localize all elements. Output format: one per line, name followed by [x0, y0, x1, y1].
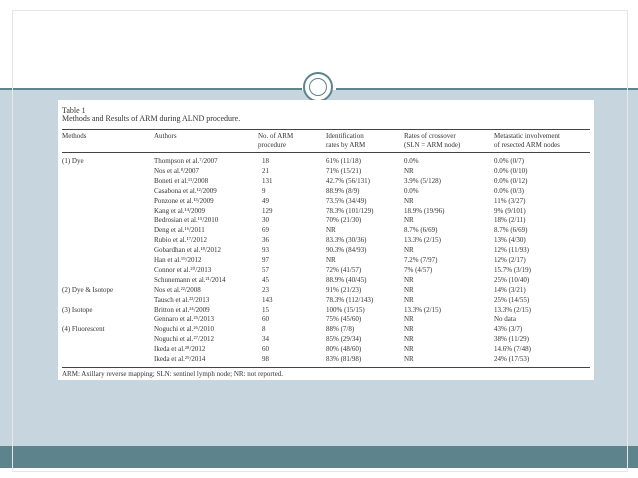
cell-crossover: 0.0%	[404, 157, 419, 165]
cell-identification: 88.9% (40/45)	[326, 275, 367, 284]
cell-identification: 61% (11/18)	[326, 157, 361, 165]
header-crossover-line2: (SLN = ARM node)	[404, 141, 461, 149]
cell-author: Thompson et al.⁷/2007	[154, 157, 218, 165]
cell-crossover: NR	[404, 216, 414, 225]
cell-author: Britton et al.²⁴/2009	[154, 305, 210, 314]
header-procedures-line1: No. of ARM	[258, 132, 294, 140]
cell-author: Schunemann et al.²¹/2014	[154, 275, 226, 284]
cell-procedures: 60	[262, 315, 269, 324]
cell-method: (4) Fluorescent	[62, 325, 105, 334]
cell-crossover: NR	[404, 355, 414, 363]
header-authors: Authors	[154, 132, 177, 140]
table-header-rule	[62, 152, 590, 153]
cell-identification: 72% (41/57)	[326, 265, 362, 274]
cell-metastatic: 13% (4/30)	[494, 236, 526, 245]
cell-procedures: 18	[262, 157, 269, 165]
cell-procedures: 8	[262, 325, 266, 334]
cell-crossover: NR	[404, 295, 414, 304]
header-procedures-line2: procedure	[258, 141, 286, 149]
cell-procedures: 57	[262, 265, 269, 274]
cell-crossover: NR	[404, 335, 414, 344]
cell-identification: 71% (15/21)	[326, 166, 362, 175]
circle-ornament-icon	[303, 72, 333, 102]
cell-procedures: 23	[262, 285, 269, 294]
cell-procedures: 98	[262, 355, 269, 363]
cell-author: Ponzone et al.¹³/2009	[154, 196, 214, 205]
header-metastatic-line2: of resected ARM nodes	[494, 141, 560, 149]
cell-procedures: 49	[262, 196, 269, 205]
cell-author: Deng et al.¹⁶/2011	[154, 226, 205, 235]
cell-metastatic: 14.6% (7/48)	[494, 345, 531, 354]
cell-procedures: 45	[262, 275, 269, 284]
cell-metastatic: 25% (10/40)	[494, 275, 530, 284]
header-metastatic	[494, 132, 560, 150]
cell-metastatic: 9% (9/101)	[494, 206, 526, 215]
cell-procedures: 129	[262, 206, 273, 215]
cell-identification: 78.3% (101/129)	[326, 206, 374, 215]
table-panel	[58, 100, 594, 380]
header-crossover	[404, 132, 460, 150]
cell-metastatic: No data	[494, 315, 516, 324]
cell-metastatic: 0.0% (0/7)	[494, 157, 524, 165]
cell-metastatic: 0.0% (0/10)	[494, 166, 528, 175]
cell-author: Kang et al.¹⁴/2009	[154, 206, 205, 215]
cell-metastatic: 0.0% (0/3)	[494, 186, 524, 195]
cell-crossover: 8.7% (6/69)	[404, 226, 438, 235]
cell-crossover: 13.3% (2/15)	[404, 305, 441, 314]
cell-identification: 42.7% (56/131)	[326, 176, 370, 185]
header-procedures	[258, 132, 293, 150]
cell-method: (3) Isotope	[62, 305, 93, 314]
cell-procedures: 60	[262, 345, 269, 354]
cell-procedures: 93	[262, 246, 269, 255]
cell-identification: 78.3% (112/143)	[326, 295, 374, 304]
cell-crossover: 13.3% (2/15)	[404, 236, 441, 245]
cell-author: Ikeda et al.²⁸/2012	[154, 345, 206, 354]
cell-crossover: 3.9% (5/128)	[404, 176, 441, 185]
cell-crossover: NR	[404, 325, 414, 334]
cell-crossover: NR	[404, 315, 414, 324]
cell-identification: 75% (45/60)	[326, 315, 362, 324]
cell-author: Noguchi et al.²⁶/2010	[154, 325, 214, 334]
divider-line-left	[0, 88, 302, 90]
cell-crossover: NR	[404, 166, 414, 175]
header-identification-line2: rates by ARM	[326, 141, 366, 149]
cell-method: (2) Dye & Isotope	[62, 285, 114, 294]
cell-crossover: NR	[404, 345, 414, 354]
cell-author: Nos et al.⁸/2007	[154, 166, 200, 175]
cell-procedures: 97	[262, 256, 269, 264]
cell-procedures: 131	[262, 176, 273, 185]
cell-crossover: 7% (4/57)	[404, 265, 433, 274]
cell-identification: 83% (81/98)	[326, 355, 362, 363]
table-top-rule	[62, 129, 590, 130]
header-identification	[326, 132, 365, 150]
cell-identification: 70% (21/30)	[326, 216, 362, 225]
cell-procedures: 9	[262, 186, 266, 195]
cell-metastatic: 13.3% (2/15)	[494, 305, 531, 314]
cell-procedures: 143	[262, 295, 273, 304]
cell-author: Han et al.¹⁹/2012	[154, 256, 202, 264]
cell-identification: NR	[326, 226, 336, 235]
table-bottom-rule	[62, 367, 590, 368]
cell-crossover: 18.9% (19/96)	[404, 206, 445, 215]
cell-metastatic: 12% (11/93)	[494, 246, 529, 255]
cell-metastatic: 14% (3/21)	[494, 285, 526, 294]
cell-author: Bedrosian et al.¹⁵/2010	[154, 216, 219, 225]
header-methods: Methods	[62, 132, 87, 140]
cell-identification: 91% (21/23)	[326, 285, 362, 294]
cell-identification: 85% (29/34)	[326, 335, 362, 344]
cell-metastatic: 0.0% (0/12)	[494, 176, 528, 185]
cell-author: Gennaro et al.²⁵/2013	[154, 315, 214, 324]
cell-metastatic: 15.7% (3/19)	[494, 265, 531, 274]
cell-procedures: 15	[262, 305, 269, 314]
cell-author: Connor et al.²⁰/2013	[154, 265, 212, 274]
cell-metastatic: 11% (3/27)	[494, 196, 526, 205]
cell-author: Nos et al.²²/2008	[154, 285, 201, 294]
cell-procedures: 34	[262, 335, 269, 344]
cell-author: Ikeda et al.²⁹/2014	[154, 355, 206, 363]
cell-metastatic: 25% (14/55)	[494, 295, 530, 304]
cell-identification: 88.9% (8/9)	[326, 186, 360, 195]
cell-procedures: 69	[262, 226, 269, 235]
cell-author: Casabona et al.¹²/2009	[154, 186, 217, 195]
cell-crossover: 7.2% (7/97)	[404, 256, 438, 264]
table-label: Table 1	[62, 106, 86, 115]
cell-crossover: NR	[404, 246, 414, 255]
circle-ornament-inner	[309, 78, 327, 96]
cell-method: (1) Dye	[62, 157, 84, 165]
slide-bottom-bar	[0, 446, 638, 468]
cell-author: Rubio et al.¹⁷/2012	[154, 236, 207, 245]
table-footnote: ARM: Axillary reverse mapping; SLN: sentinel lymph node; NR: not reported.	[62, 370, 284, 378]
cell-metastatic: 38% (11/29)	[494, 335, 529, 344]
cell-identification: 73.5% (34/49)	[326, 196, 367, 205]
cell-identification: 90.3% (84/93)	[326, 246, 367, 255]
header-metastatic-line1: Metastatic involvement	[494, 132, 560, 140]
cell-metastatic: 24% (17/53)	[494, 355, 530, 363]
cell-author: Tausch et al.²³/2013	[154, 295, 210, 304]
cell-author: Gobardhan et al.¹⁸/2012	[154, 246, 221, 255]
cell-procedures: 36	[262, 236, 269, 245]
cell-metastatic: 12% (2/17)	[494, 256, 526, 264]
cell-author: Noguchi et al.²⁷/2012	[154, 335, 214, 344]
cell-procedures: 30	[262, 216, 269, 225]
cell-crossover: NR	[404, 275, 414, 284]
cell-identification: 100% (15/15)	[326, 305, 365, 314]
cell-metastatic: 8.7% (6/69)	[494, 226, 528, 235]
cell-identification: 80% (48/60)	[326, 345, 362, 354]
header-identification-line1: Identification	[326, 132, 364, 140]
cell-crossover: NR	[404, 196, 414, 205]
cell-identification: 83.3% (30/36)	[326, 236, 367, 245]
cell-metastatic: 43% (3/7)	[494, 325, 523, 334]
table-title: Methods and Results of ARM during ALND procedure.	[62, 114, 241, 123]
cell-identification: 88% (7/8)	[326, 325, 355, 334]
header-crossover-line1: Rates of crossover	[404, 132, 456, 140]
cell-crossover: 0.0%	[404, 186, 419, 195]
cell-crossover: NR	[404, 285, 414, 294]
cell-metastatic: 18% (2/11)	[494, 216, 526, 225]
divider-line-right	[336, 88, 638, 90]
cell-identification: NR	[326, 256, 336, 264]
cell-procedures: 21	[262, 166, 269, 175]
cell-author: Boneti et al.¹¹/2008	[154, 176, 209, 185]
